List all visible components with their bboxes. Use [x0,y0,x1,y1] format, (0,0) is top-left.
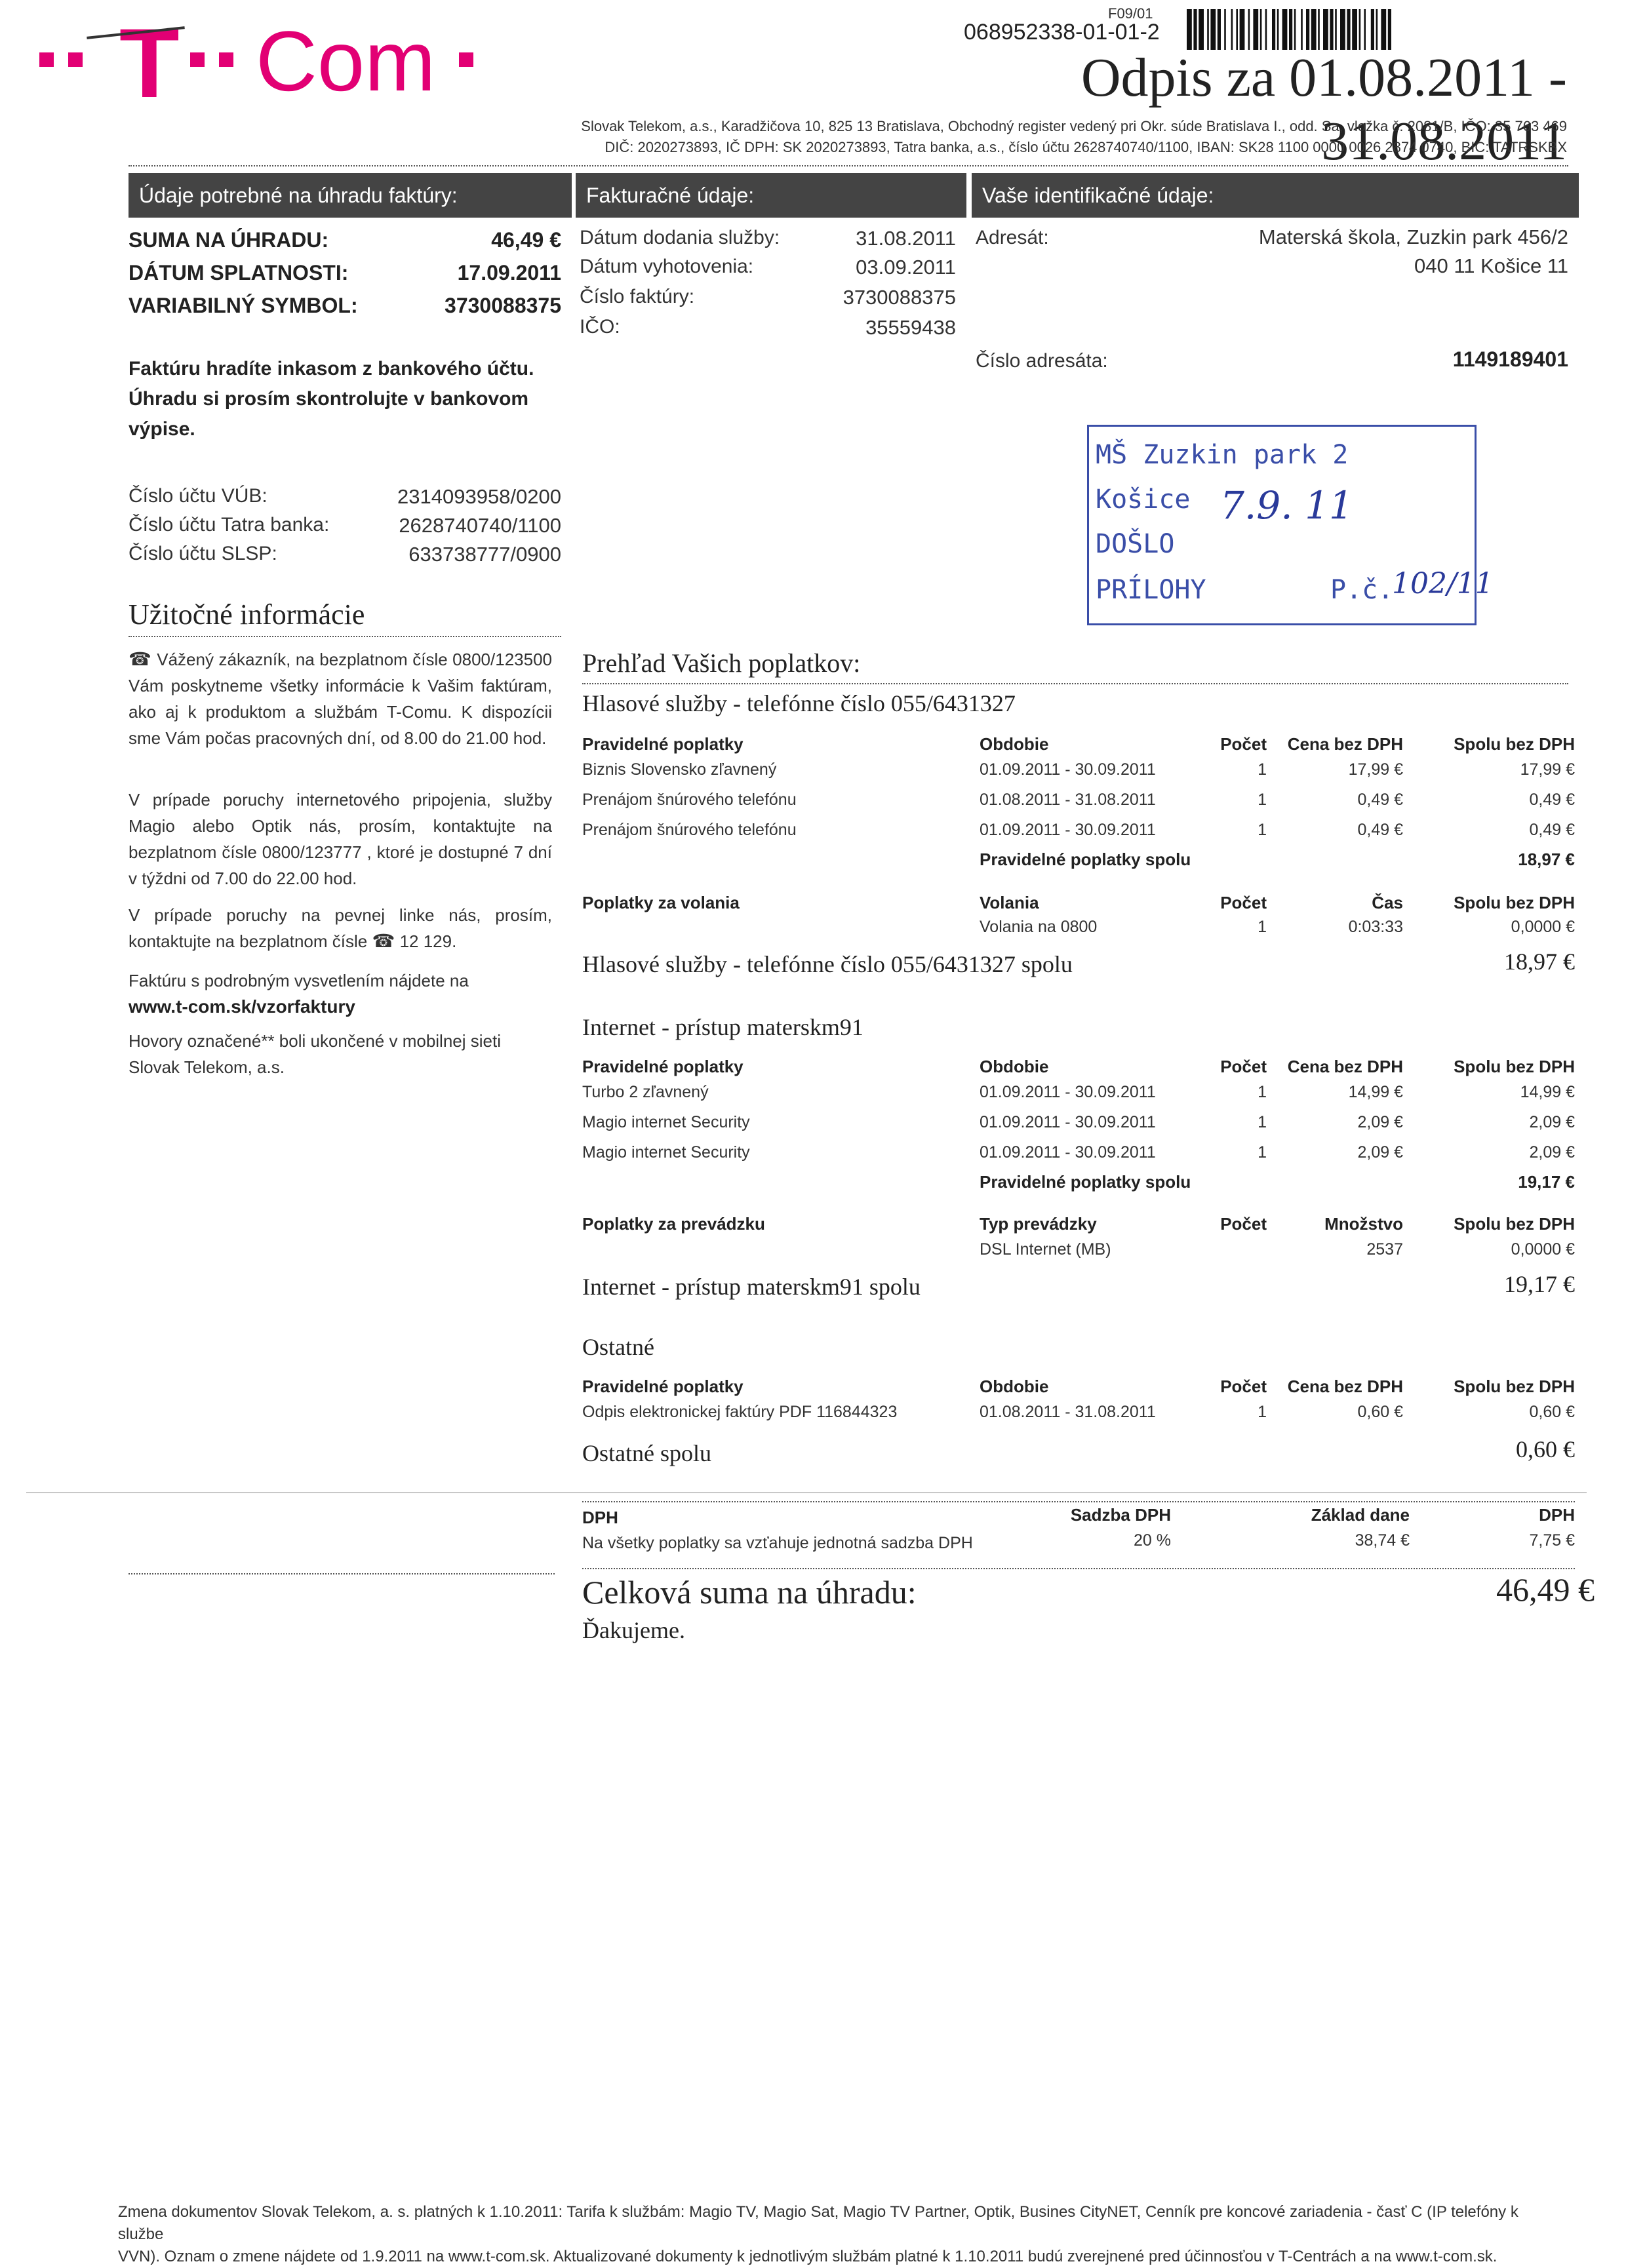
table-row-sum: 0,0000 € [1511,1240,1575,1259]
table-row-time: 0:03:33 [1348,918,1403,936]
table-row-item: DSL Internet (MB) [980,1240,1111,1259]
invoice-number-value: 3730088375 [843,286,956,309]
table-row-item: Biznis Slovensko zľavnený [582,760,777,779]
company-info-line2: DIČ: 2020273893, IČ DPH: SK 2020273893, Tatra banka, a.s., číslo účtu 2628740740/1100, IBAN: SK28 1100 0000 0026 2874 0740, BIC: TATRSKBX [605,139,1567,155]
voice-period-header: Obdobie [980,734,1049,754]
account-value-slsp: 633738777/0900 [408,543,561,566]
voice-title: Hlasové služby - telefónne číslo 055/6431327 [582,690,1016,716]
grand-total-divider [582,1568,1575,1569]
info-divider [129,636,561,637]
table-row-sum: 0,0000 € [1511,918,1575,936]
voice-count-header: Počet [1220,734,1267,754]
addressee-number-value: 1149189401 [1452,347,1568,371]
other-period-header: Obdobie [980,1377,1049,1396]
grand-total: 46,49 € [1496,1571,1595,1608]
internet-count-header: Počet [1220,1057,1267,1076]
table-row-price: 17,99 € [1348,760,1403,779]
info-paragraph-3 [129,902,552,954]
table-row-sum: 0,60 € [1529,1403,1575,1421]
due-date-value: 17.09.2011 [457,261,561,284]
vat-amount-header: DPH [1539,1505,1575,1525]
other-count-header: Počet [1220,1377,1267,1396]
stamp-line1: MŠ Zuzkin park 2 [1096,440,1349,470]
voice-calls-time-header: Čas [1372,893,1403,912]
voice-calls-sum-header: Spolu bez DPH [1454,893,1575,912]
table-row-period: 01.09.2011 - 30.09.2011 [980,760,1156,779]
table-row-item: Odpis elektronickej faktúry PDF 116844323 [582,1403,898,1421]
table-row-sum: 0,49 € [1529,821,1575,839]
footer-line2: VVN). Oznam o zmene nájdete od 1.9.2011 na www.t-com.sk. Aktualizované dokumenty k jednotlivým službám platné k 1.10.2011 budú zverejnené pred účinnosťou v T-Centrách a na www.t-com.sk. [118,2248,1497,2265]
internet-price-header: Cena bez DPH [1287,1057,1403,1076]
internet-regular-total-label: Pravidelné poplatky spolu [980,1172,1191,1192]
table-row-period: 01.08.2011 - 31.08.2011 [980,791,1156,809]
table-row-item: Prenájom šnúrového telefónu [582,821,797,839]
table-row-price: 2,09 € [1357,1143,1403,1162]
logo-dot [68,52,83,67]
logo-text: Com [256,13,436,109]
info-paragraph-4: Faktúru s podrobným vysvetlením nájdete na [129,971,469,990]
info-text-3: V prípade poruchy na pevnej linke nás, prosím, kontaktujte na bezplatnom čísle [129,905,552,951]
voice-total: 18,97 € [1504,948,1575,975]
phone-icon: ☎ [372,931,395,951]
vat-header: DPH [582,1508,618,1527]
internet-traffic-sum-header: Spolu bez DPH [1454,1214,1575,1234]
stamp-handwritten-date: 7.9. 11 [1220,483,1353,528]
vat-rate: 20 % [1134,1531,1171,1550]
stamp-line4: PRÍLOHY [1096,575,1206,605]
table-row-count: 1 [1258,1403,1267,1421]
internet-total: 19,17 € [1504,1271,1575,1297]
logo-dot [190,52,205,67]
other-regular-header: Pravidelné poplatky [582,1377,744,1396]
table-row-sum: 2,09 € [1529,1113,1575,1131]
ico-label: IČO: [580,316,620,338]
payment-note: Faktúru hradíte inkasom z bankového účtu. Úhradu si prosím skontrolujte v bankovom výpise. [129,358,534,440]
info-paragraph-1 [129,646,552,751]
account-label-tatra: Číslo účtu Tatra banka: [129,514,330,536]
account-value-vub: 2314093958/0200 [397,485,561,508]
voice-price-header: Cena bez DPH [1287,734,1403,754]
form-code: F09/01 [1108,5,1153,22]
other-title: Ostatné [582,1334,654,1360]
stamp-handwritten-number: 102/11 [1392,567,1494,600]
addressee-line2: 040 11 Košice 11 [1414,254,1568,277]
table-row-count: 1 [1258,918,1267,936]
received-stamp [1087,425,1494,625]
info-text-1: Vážený zákazník, na bezplatnom čísle 0800/123500 Vám poskytneme všetky informácie k Vašim faktúram, ako aj k produktom a službám T-Comu. K dispozícii sme Vám počas pracovných dní, od 8.00 do 21.00 hod. [129,650,553,748]
info-paragraph-2: V prípade poruchy internetového pripojenia, služby Magio alebo Optik nás, prosím, kontaktujte na bezplatnom čísle 0800/123777 , ktoré je dostupné 7 dní v týždni od 7.00 do 22.00 hod. [129,790,552,888]
internet-regular-total: 19,17 € [1518,1172,1575,1192]
table-row-sum: 0,49 € [1529,791,1575,809]
voice-calls-header: Poplatky za volania [582,893,740,912]
thanks-text: Ďakujeme. [582,1617,685,1643]
voice-calls-type-header: Volania [980,893,1039,912]
table-row-count: 1 [1258,760,1267,779]
internet-regular-header: Pravidelné poplatky [582,1057,744,1076]
table-row-price: 2,09 € [1357,1113,1403,1131]
charges-divider [582,683,1568,684]
other-price-header: Cena bez DPH [1287,1377,1403,1396]
grand-total-label: Celková suma na úhradu: [582,1574,917,1611]
phone-icon: ☎ [129,649,157,669]
addressee-label: Adresát: [976,227,1049,248]
footer-line1: Zmena dokumentov Slovak Telekom, a. s. platných k 1.10.2011: Tarifa k službám: Magio TV, Magio Sat, Magio TV Partner, Optik, Busines CityNET, Cenník pre koncové zariadenia - časť C (IP telefóny k službe [118,2203,1518,2243]
delivery-date-label: Dátum dodania služby: [580,227,780,248]
table-row-item: Volania na 0800 [980,918,1098,936]
payment-bar: Údaje potrebné na úhradu faktúry: [129,173,572,218]
table-row-period: 01.09.2011 - 30.09.2011 [980,1083,1156,1101]
table-row-count: 1 [1258,1143,1267,1162]
account-value-tatra: 2628740740/1100 [399,514,561,537]
footer-note [118,2201,1560,2268]
account-label-vub: Číslo účtu VÚB: [129,485,268,507]
voice-regular-total: 18,97 € [1518,850,1575,869]
delivery-date-value: 31.08.2011 [856,227,956,250]
tcom-logo [39,8,485,118]
stamp-line2: Košice [1096,484,1191,515]
document-title: Odpis za 01.08.2011 - 31.08.2011 [1081,47,1567,172]
account-label-slsp: Číslo účtu SLSP: [129,543,277,564]
amount-label: SUMA NA ÚHRADU: [129,228,329,252]
left-divider [129,1573,555,1574]
stamp-pc-label: P.č. [1330,575,1394,605]
vat-rate-header: Sadzba DPH [1070,1505,1171,1525]
table-row-item: Magio internet Security [582,1143,750,1162]
table-row-period: 01.09.2011 - 30.09.2011 [980,821,1156,839]
internet-title: Internet - prístup materskm91 [582,1014,863,1040]
logo-letter: T [119,8,180,118]
logo-dot [39,52,54,67]
voice-total-label: Hlasové služby - telefónne číslo 055/6431327 spolu [582,951,1073,977]
internet-traffic-header: Poplatky za prevádzku [582,1214,765,1234]
vat-divider [582,1501,1575,1502]
vat-note: Na všetky poplatky sa vzťahuje jednotná sadzba DPH [582,1534,973,1552]
company-info-line1: Slovak Telekom, a.s., Karadžičova 10, 825 13 Bratislava, Obchodný register vedený pri Okr. súde Bratislava I., odd. Sa, vložka č. 2081/B, IČO: 35 763 469 [581,118,1567,134]
variable-symbol-label: VARIABILNÝ SYMBOL: [129,294,358,317]
variable-symbol-value: 3730088375 [445,294,561,317]
table-row-sum: 2,09 € [1529,1143,1575,1162]
voice-regular-header: Pravidelné poplatky [582,734,744,754]
internet-traffic-amount-header: Množstvo [1324,1214,1403,1234]
internet-traffic-count-header: Počet [1220,1214,1267,1234]
other-total: 0,60 € [1516,1436,1575,1462]
table-row-item: Prenájom šnúrového telefónu [582,791,797,809]
vat-base-header: Základ dane [1311,1505,1410,1525]
logo-dot [219,52,233,67]
voice-sum-header: Spolu bez DPH [1454,734,1575,754]
invoice-bar: Fakturačné údaje: [576,173,966,218]
table-row-item: Magio internet Security [582,1113,750,1131]
internet-period-header: Obdobie [980,1057,1049,1076]
table-row-period: 01.09.2011 - 30.09.2011 [980,1113,1156,1131]
due-date-label: DÁTUM SPLATNOSTI: [129,261,349,284]
info-text-3b: 12 129. [399,931,457,951]
info-link[interactable]: www.t-com.sk/vzorfaktury [129,996,355,1017]
section-divider [26,1492,1587,1493]
table-row-count: 1 [1258,1113,1267,1131]
invoice-number-label: Číslo faktúry: [580,286,695,307]
vat-amount: 7,75 € [1529,1531,1575,1550]
barcode [1187,9,1534,50]
table-row-period: 01.08.2011 - 31.08.2011 [980,1403,1156,1421]
table-row-price: 0,49 € [1357,821,1403,839]
charges-title: Prehľad Vašich poplatkov: [582,648,861,678]
amount-value: 46,49 € [491,228,561,252]
voice-calls-count-header: Počet [1220,893,1267,912]
issue-date-label: Dátum vyhotovenia: [580,256,754,277]
other-sum-header: Spolu bez DPH [1454,1377,1575,1396]
logo-dot [459,52,473,67]
addressee-line1: Materská škola, Zuzkin park 456/2 [1258,225,1568,248]
table-row-period: 01.09.2011 - 30.09.2011 [980,1143,1156,1162]
table-row-sum: 14,99 € [1520,1083,1575,1101]
table-row-count: 1 [1258,1083,1267,1101]
header-divider [129,165,1568,166]
internet-sum-header: Spolu bez DPH [1454,1057,1575,1076]
table-row-count: 1 [1258,791,1267,809]
table-row-item: Turbo 2 zľavnený [582,1083,709,1101]
info-title: Užitočné informácie [129,598,365,631]
stamp-line3: DOŠLO [1096,529,1175,559]
vat-base: 38,74 € [1355,1531,1410,1550]
ico-value: 35559438 [865,316,956,339]
table-row-price: 0,49 € [1357,791,1403,809]
info-paragraph-5: Hovory označené** boli ukončené v mobilnej sieti Slovak Telekom, a.s. [129,1031,501,1077]
table-row-sum: 17,99 € [1520,760,1575,779]
table-row-count: 1 [1258,821,1267,839]
document-reference: 068952338-01-01-2 [964,20,1160,45]
internet-traffic-type-header: Typ prevádzky [980,1214,1097,1234]
issue-date-value: 03.09.2011 [856,256,956,279]
addressee-number-label: Číslo adresáta: [976,350,1108,372]
identity-bar: Vaše identifikačné údaje: [972,173,1579,218]
table-row-amount: 2537 [1366,1240,1403,1259]
table-row-price: 14,99 € [1348,1083,1403,1101]
other-total-label: Ostatné spolu [582,1440,711,1466]
voice-regular-total-label: Pravidelné poplatky spolu [980,850,1191,869]
table-row-price: 0,60 € [1357,1403,1403,1421]
internet-total-label: Internet - prístup materskm91 spolu [582,1274,921,1300]
